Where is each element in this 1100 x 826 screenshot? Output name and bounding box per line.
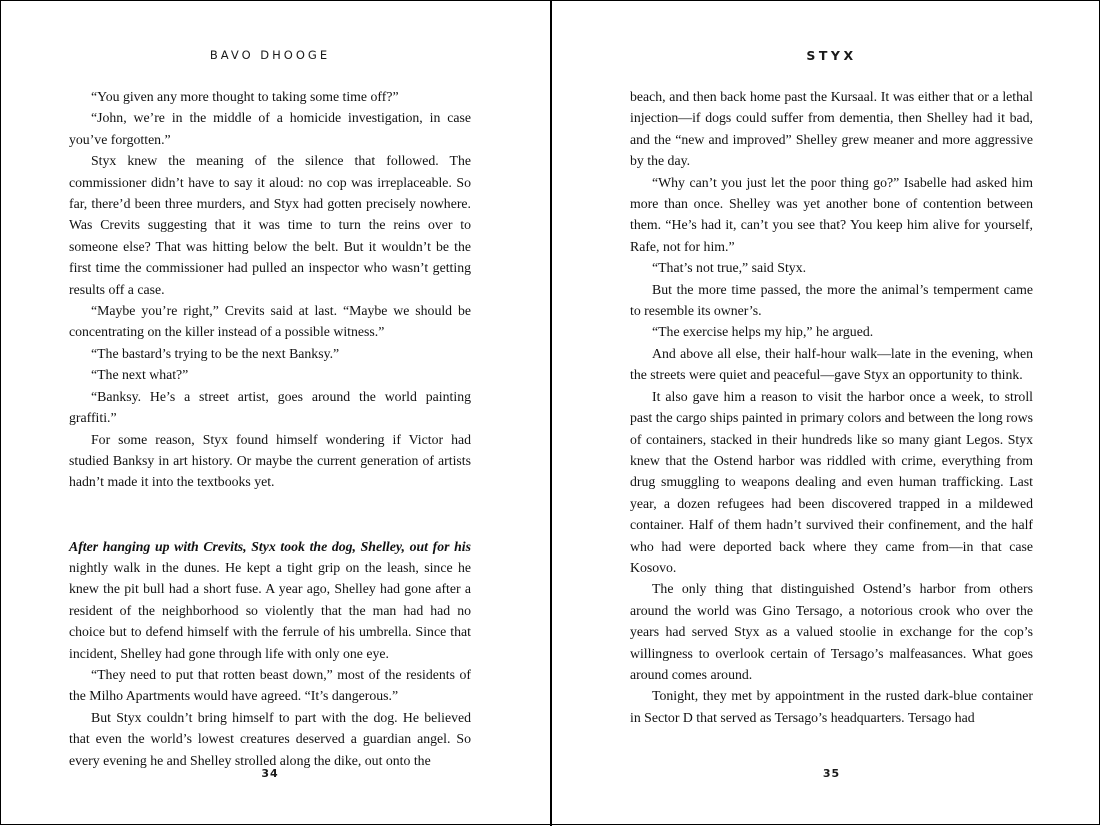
continuation-paragraph: beach, and then back home past the Kursaal. It was either that or a lethal injection—if dogs could suffer from dementia, then Shelley had it bad, and the “new and improved” Shelley grew meaner and more aggressive by the day.	[630, 89, 1033, 169]
paragraph: The only thing that distinguished Ostend’s harbor from others around the world was Gino Tersago, a notorious crook who over the years had served Styx as a valued stoolie in exchange for the cop’s willingness to overlook certain of Tersago’s malfeasances. What goes around comes around.	[630, 581, 1033, 682]
paragraph: But Styx couldn’t bring himself to part with the dog. He believed that even the world’s lowest creatures deserved a guardian angel. So every evening he and Shelley strolled along the dike, out onto the	[69, 709, 471, 768]
paragraph: “They need to put that rotten beast down,” most of the residents of the Milho Apartments would have agreed. “It’s dangerous.”	[69, 666, 471, 704]
paragraph: Styx knew the meaning of the silence that followed. The commissioner didn’t have to say it aloud: no cop was irreplaceable. So far, there’d been three murders, and Styx had gotten precisely nowhere. Was Crevits suggesting that it was time to turn the reins over to someone else? That was hitting below the belt. But it wouldn’t be the first time the commissioner had pulled an inspector who wasn’t getting results off a case.	[69, 153, 471, 297]
paragraph: “Maybe you’re right,” Crevits said at last. “Maybe we should be concentrating on the killer instead of a possible witness.”	[69, 303, 471, 340]
paragraph: And above all else, their half-hour walk—late in the evening, when the streets were quiet and peaceful—gave Styx an opportunity to think.	[630, 345, 1033, 383]
paragraph: “You given any more thought to taking some time off?”	[91, 89, 399, 104]
paragraph: “John, we’re in the middle of a homicide investigation, in case you’ve forgotten.”	[69, 110, 471, 147]
page-number-left: 34	[261, 767, 279, 780]
paragraph: “The next what?”	[91, 367, 189, 383]
paragraph: “That’s not true,” said Styx.	[652, 260, 807, 276]
section-text: nightly walk in the dunes. He kept a tight grip on the leash, since he knew the pit bull had a short fuse. A year ago, Shelley had gone after a resident of the neighborhood so violently that the man had had no choice but to defend himself with the ferrule of his umbrella. Since that incident, Shelley had gone through life with only one eye.	[69, 559, 471, 661]
running-head-title: STYX	[806, 48, 857, 63]
left-page-body	[69, 86, 471, 771]
paragraph: “The exercise helps my hip,” he argued.	[652, 324, 874, 340]
paragraph: “Why can’t you just let the poor thing go?” Isabelle had asked him more than once. Shelley was yet another bone of contention between them. “He’s had it, can’t you see that? You keep him alive for yourself, Rafe, not for him.”	[630, 174, 1033, 254]
paragraph: It also gave him a reason to visit the harbor once a week, to stroll past the cargo ships painted in primary colors and between the long rows of containers, stacked in their hundreds like so many giant Legos. Styx knew that the Ostend harbor was riddled with crime, everything from drug smuggling to weapons dealing and even human trafficking. Last year, a dozen refugees had been discovered trapped in a mildewed container. Half of them hadn’t survived their confinement, and the half who had were deported back where they came from—in that case Kosovo.	[630, 388, 1033, 575]
right-page	[630, 1, 1033, 826]
page-number-right: 35	[822, 767, 841, 780]
left-page	[69, 1, 471, 826]
paragraph: Tonight, they met by appointment in the rusted dark-blue container in Sector D that served as Tersago’s headquarters. Tersago had	[630, 688, 1033, 725]
paragraph: For some reason, Styx found himself wondering if Victor had studied Banksy in art history. Or maybe the current generation of artists hadn’t made it into the textbooks yet.	[69, 431, 471, 490]
section-break-paragraph	[69, 536, 471, 664]
paragraph: But the more time passed, the more the animal’s temperment came to resemble its owner’s.	[630, 281, 1033, 319]
book-spine-divider	[550, 1, 552, 826]
section-lead-in: After hanging up with Crevits, Styx took the dog, Shelley, out for his	[69, 538, 471, 554]
paragraph: “Banksy. He’s a street artist, goes around the world painting graffiti.”	[69, 388, 471, 426]
right-page-body	[630, 86, 1033, 728]
paragraph: “The bastard’s trying to be the next Banksy.”	[91, 345, 340, 361]
running-head-author: BAVO DHOOGE	[209, 48, 331, 62]
